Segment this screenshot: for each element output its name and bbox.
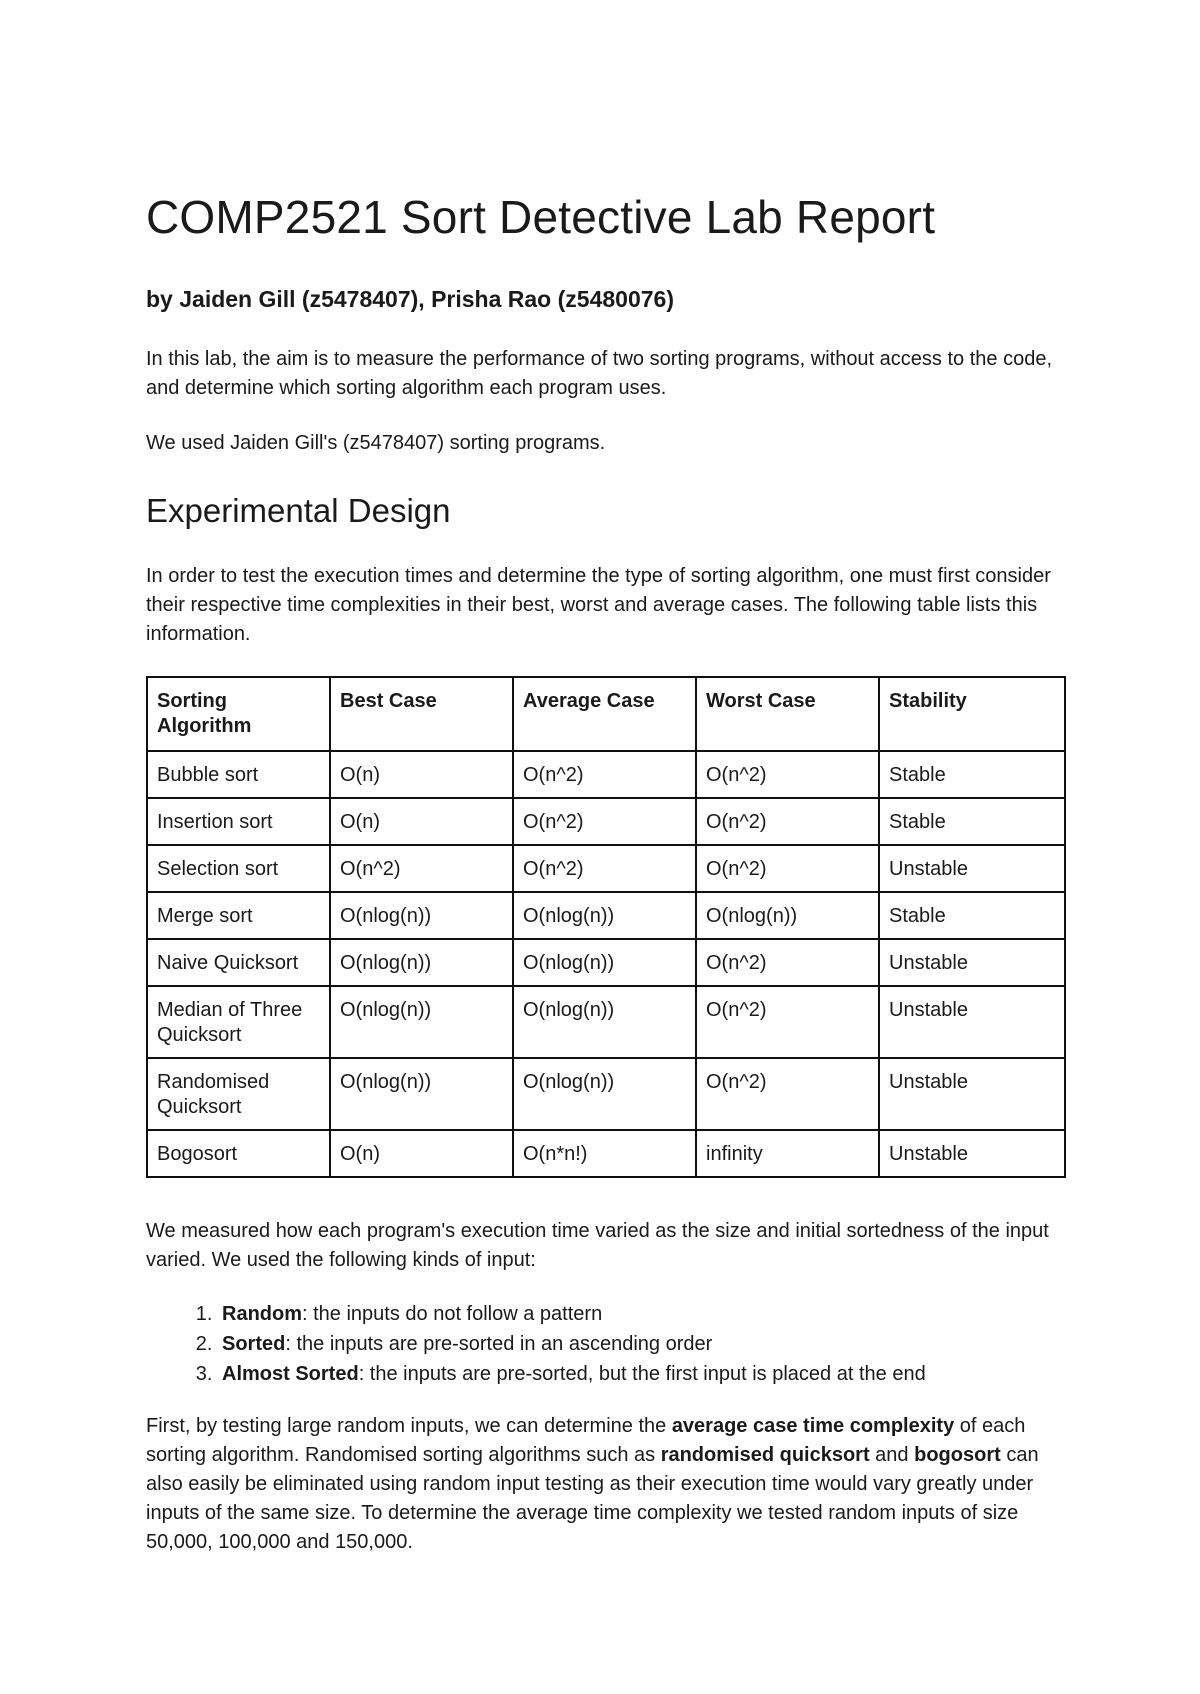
cell-average: O(nlog(n)): [513, 1058, 696, 1130]
table-row: [147, 845, 1065, 892]
used-programs-paragraph: We used Jaiden Gill's (z5478407) sorting programs.: [146, 432, 606, 454]
cell-worst: O(n^2): [696, 939, 879, 986]
closing-text: and: [869, 1444, 915, 1466]
cell-algorithm: Median of Three Quicksort: [147, 986, 330, 1058]
cell-worst: infinity: [696, 1130, 879, 1177]
authors-line: by Jaiden Gill (z5478407), Prisha Rao (z5480076): [146, 286, 674, 312]
closing-bold-term: randomised quicksort: [660, 1444, 870, 1466]
cell-stability: Unstable: [879, 1130, 1065, 1177]
cell-best: O(n): [330, 798, 513, 845]
input-kind-term: Almost Sorted: [222, 1363, 359, 1385]
cell-worst: O(n^2): [696, 751, 879, 798]
cell-best: O(n^2): [330, 845, 513, 892]
input-kinds-list: [146, 1299, 926, 1389]
input-kind-term: Random: [222, 1303, 302, 1325]
list-item: [218, 1359, 926, 1389]
cell-average: O(n*n!): [513, 1130, 696, 1177]
cell-worst: O(n^2): [696, 845, 879, 892]
cell-algorithm: Insertion sort: [147, 798, 330, 845]
input-kind-term: Sorted: [222, 1333, 286, 1355]
table-row: [147, 892, 1065, 939]
table-row: [147, 939, 1065, 986]
table-header-row: [147, 677, 1065, 751]
cell-average: O(n^2): [513, 845, 696, 892]
cell-best: O(nlog(n)): [330, 986, 513, 1058]
cell-best: O(nlog(n)): [330, 1058, 513, 1130]
header-sorting-algorithm: Sorting Algorithm: [147, 677, 330, 751]
cell-average: O(n^2): [513, 798, 696, 845]
cell-average: O(nlog(n)): [513, 986, 696, 1058]
closing-text: First, by testing large random inputs, we can determine the: [146, 1415, 672, 1437]
cell-average: O(nlog(n)): [513, 892, 696, 939]
cell-algorithm: Bubble sort: [147, 751, 330, 798]
header-best-case: Best Case: [330, 677, 513, 751]
input-kind-desc: : the inputs are pre-sorted in an ascending order: [285, 1333, 713, 1355]
cell-stability: Unstable: [879, 845, 1065, 892]
cell-stability: Stable: [879, 751, 1065, 798]
cell-best: O(nlog(n)): [330, 892, 513, 939]
list-item: [218, 1299, 926, 1329]
header-worst-case: Worst Case: [696, 677, 879, 751]
cell-stability: Unstable: [879, 1058, 1065, 1130]
cell-worst: O(n^2): [696, 1058, 879, 1130]
cell-algorithm: Naive Quicksort: [147, 939, 330, 986]
table-row: [147, 986, 1065, 1058]
report-title: COMP2521 Sort Detective Lab Report: [146, 191, 936, 243]
cell-algorithm: Merge sort: [147, 892, 330, 939]
cell-worst: O(nlog(n)): [696, 892, 879, 939]
section-heading-experimental-design: Experimental Design: [146, 492, 451, 529]
cell-average: O(nlog(n)): [513, 939, 696, 986]
cell-best: O(n): [330, 751, 513, 798]
closing-bold-term: bogosort: [914, 1444, 1001, 1466]
cell-best: O(nlog(n)): [330, 939, 513, 986]
table-row: [147, 751, 1065, 798]
input-kind-desc: : the inputs do not follow a pattern: [302, 1303, 603, 1325]
cell-algorithm: Bogosort: [147, 1130, 330, 1177]
cell-worst: O(n^2): [696, 798, 879, 845]
list-item: [218, 1329, 926, 1359]
cell-best: O(n): [330, 1130, 513, 1177]
table-row: [147, 798, 1065, 845]
cell-stability: Stable: [879, 892, 1065, 939]
closing-text: of each sorting algorithm. Randomised sorting algorithms such as: [146, 1415, 1026, 1466]
cell-algorithm: Selection sort: [147, 845, 330, 892]
closing-bold-term: average case time complexity: [671, 1415, 955, 1437]
table-row: [147, 1130, 1065, 1177]
cell-stability: Unstable: [879, 986, 1065, 1058]
intro-paragraph: In this lab, the aim is to measure the performance of two sorting programs, without access to the code, and determine which sorting algorithm each program uses.: [146, 348, 1052, 399]
closing-paragraph: [146, 1412, 1066, 1557]
cell-algorithm: Randomised Quicksort: [147, 1058, 330, 1130]
header-average-case: Average Case: [513, 677, 696, 751]
complexity-table: [146, 676, 1066, 1178]
measured-paragraph: We measured how each program's execution time varied as the size and initial sortedness of the input varied. We used the following kinds of input:: [146, 1220, 1049, 1271]
cell-stability: Unstable: [879, 939, 1065, 986]
table-row: [147, 1058, 1065, 1130]
cell-stability: Stable: [879, 798, 1065, 845]
cell-average: O(n^2): [513, 751, 696, 798]
input-kind-desc: : the inputs are pre-sorted, but the first input is placed at the end: [358, 1363, 926, 1385]
header-stability: Stability: [879, 677, 1065, 751]
cell-worst: O(n^2): [696, 986, 879, 1058]
closing-text: can also easily be eliminated using random input testing as their execution time would vary greatly under inputs of the same size. To determine the average time complexity we tested random inputs of size 50,000, 100,000 and 150,000.: [146, 1444, 1039, 1553]
design-intro-paragraph: In order to test the execution times and determine the type of sorting algorithm, one must first consider their respective time complexities in their best, worst and average cases. The following table lists this information.: [146, 565, 1051, 645]
